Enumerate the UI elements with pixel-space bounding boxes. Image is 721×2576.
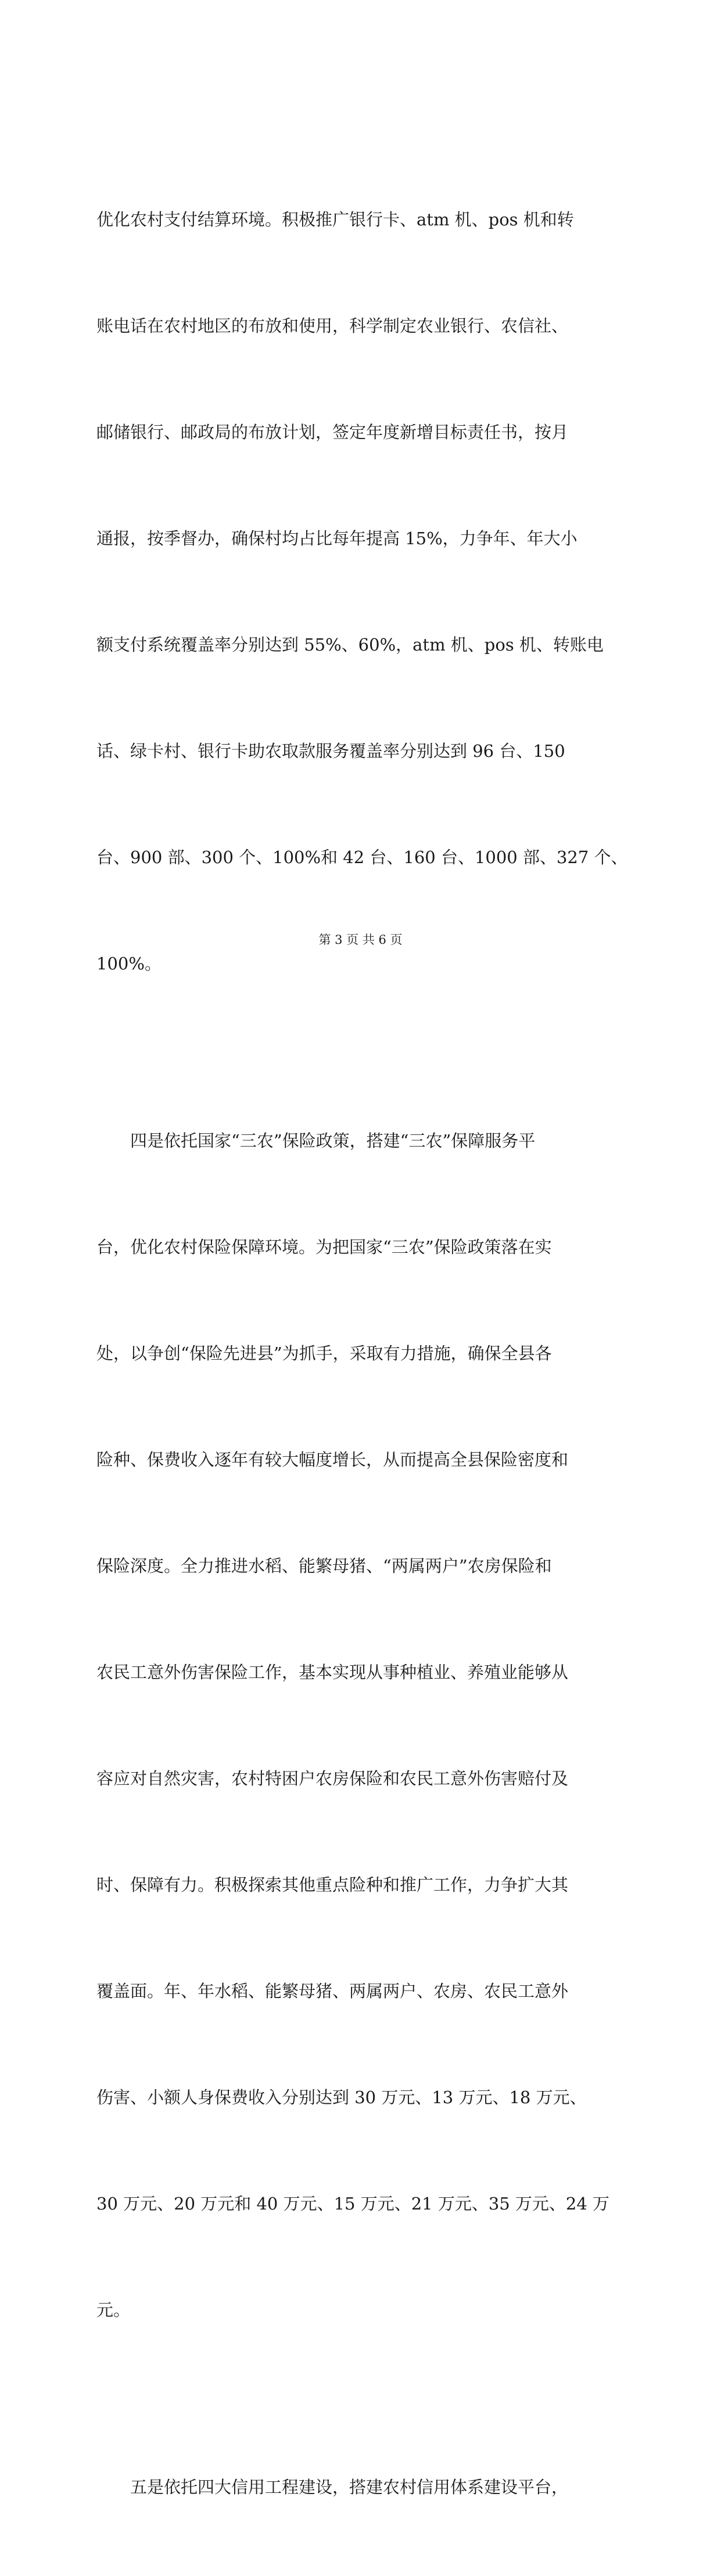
- text-line: 处，以争创“保险先进县”为抓手，采取有力措施，确保全县各: [96, 1343, 552, 1363]
- text-line: 台、900 部、300 个、100%和 42 台、160 台、1000 部、327 个、: [96, 847, 628, 867]
- text-line: 100%。: [96, 954, 162, 973]
- text-line: 覆盖面。年、年水稻、能繁母猪、两属两户、农房、农民工意外: [96, 1981, 569, 2001]
- text-line: 容应对自然灾害，农村特困户农房保险和农民工意外伤害赔付及: [96, 1769, 569, 1788]
- text-line: 账电话在农村地区的布放和使用，科学制定农业银行、农信社、: [96, 316, 569, 336]
- text-line: 时、保障有力。积极探索其他重点险种和推广工作，力争扩大其: [96, 1875, 569, 1895]
- text-line: 台，优化农村保险保障环境。为把国家“三农”保险政策落在实: [96, 1237, 552, 1257]
- text-line: 保险深度。全力推进水稻、能繁母猪、“两属两户”农房保险和: [96, 1556, 552, 1576]
- text-line: 险种、保费收入逐年有较大幅度增长，从而提高全县保险密度和: [96, 1450, 569, 1470]
- text-line: 元。: [96, 2300, 131, 2320]
- document-body: [96, 131, 631, 2576]
- text-line: 优化农村支付结算环境。积极推广银行卡、atm 机、pos 机和转: [96, 210, 574, 229]
- paragraph-payment-settlement: [96, 131, 631, 1052]
- text-line: 邮储银行、邮政局的布放计划，签定年度新增目标责任书，按月: [96, 422, 569, 442]
- text-line: 伤害、小额人身保费收入分别达到 30 万元、13 万元、18 万元、: [96, 2088, 587, 2107]
- text-line: 通报，按季督办，确保村均占比每年提高 15%，力争年、年大小: [96, 529, 577, 548]
- text-line: 农民工意外伤害保险工作，基本实现从事种植业、养殖业能够从: [96, 1662, 569, 1682]
- paragraph-credit-system: [96, 2399, 631, 2576]
- text-line: 额支付系统覆盖率分别达到 55%、60%，atm 机、pos 机、转账电: [96, 635, 604, 655]
- paragraph-insurance-platform: [96, 1052, 631, 2399]
- text-line: 话、绿卡村、银行卡助农取款服务覆盖率分别达到 96 台、150: [96, 741, 565, 761]
- text-line: 五是依托四大信用工程建设，搭建农村信用体系建设平台，: [130, 2477, 569, 2497]
- text-line: 四是依托国家“三农”保险政策，搭建“三农”保障服务平: [130, 1131, 536, 1151]
- text-line: 30 万元、20 万元和 40 万元、15 万元、21 万元、35 万元、24 万: [96, 2194, 610, 2214]
- page-footer: 第 3 页 共 6 页: [318, 933, 403, 947]
